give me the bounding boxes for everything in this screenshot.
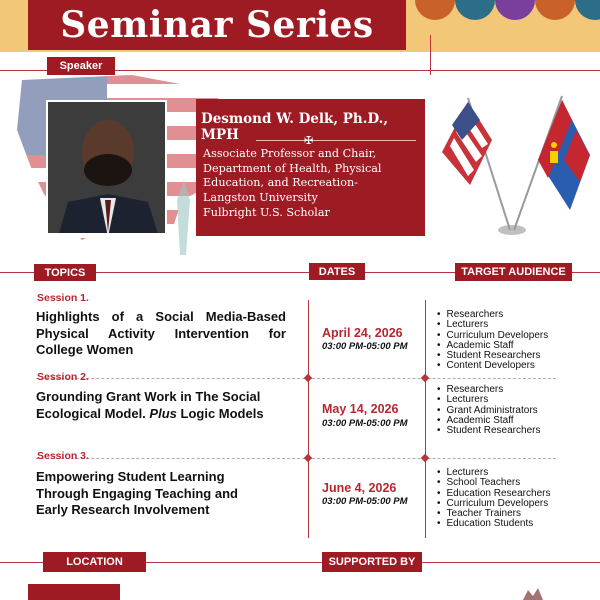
speaker-label-text: Speaker (59, 60, 103, 72)
session-1-audience-list (437, 310, 548, 372)
session-separator (36, 378, 556, 379)
pattern-shape (455, 0, 495, 20)
title-line: College Women (36, 342, 134, 357)
target-audience-label (455, 263, 572, 281)
title-fragment-italic: Plus (149, 405, 177, 421)
list-item: • Lecturers (437, 468, 550, 478)
list-item: • Researchers (437, 385, 540, 395)
us-flag-icon (442, 102, 492, 185)
session-2-title (36, 389, 296, 422)
affiliation-line: Fulbright U.S. Scholar (203, 205, 330, 219)
supported-by-label-text: SUPPORTED BY (328, 556, 416, 568)
location-label (43, 552, 146, 572)
session-1-date: April 24, 2026 (322, 326, 403, 340)
list-item: • Researchers (437, 310, 548, 320)
title-line: Grounding Grant Work in The Social (36, 389, 261, 404)
crossed-flags-graphic (430, 90, 595, 240)
title-fragment: Logic Models (180, 405, 264, 421)
list-item: • School Teachers (437, 478, 550, 488)
session-3-title (36, 469, 296, 519)
mongolia-flag-icon (538, 100, 590, 210)
separator-diamond (304, 454, 312, 462)
affiliation-line: Department of Health, Physical (203, 161, 382, 175)
title-line (36, 406, 296, 423)
location-label-text: LOCATION (66, 556, 123, 568)
list-item: • Academic Staff (437, 341, 548, 351)
pattern-shape (535, 0, 575, 20)
affiliation-line: Education, and Recreation- (203, 176, 358, 190)
dates-label-text: DATES (318, 265, 356, 278)
topics-label-text: TOPICS (44, 266, 86, 279)
list-item: • Lecturers (437, 320, 548, 330)
dates-label (309, 263, 365, 280)
session-1-label: Session 1. (37, 292, 89, 304)
list-item: • Academic Staff (437, 416, 540, 426)
title-line: Empowering Student Learning (36, 469, 225, 484)
separator-diamond (421, 374, 429, 382)
session-3-time: 03:00 PM-05:00 PM (322, 496, 408, 507)
speaker-photo (46, 100, 167, 235)
location-content-box (28, 584, 120, 600)
list-item: • Education Researchers (437, 489, 550, 499)
affiliation-line: Associate Professor and Chair, (203, 147, 377, 160)
sponsor-logo-partial (518, 586, 548, 600)
title-line: Early Research Involvement (36, 502, 210, 517)
topics-label (34, 264, 96, 281)
divider-line (256, 140, 416, 141)
list-item: • Curriculum Developers (437, 499, 550, 509)
speaker-card (196, 99, 425, 236)
list-item: • Content Developers (437, 361, 548, 371)
speaker-portrait (48, 102, 167, 235)
session-1-time: 03:00 PM-05:00 PM (322, 341, 408, 352)
ornament-icon: ✠ (304, 134, 314, 147)
list-item: • Teacher Trainers (437, 509, 550, 519)
pattern-shape (495, 0, 535, 20)
session-2-date: May 14, 2026 (322, 402, 399, 416)
list-item: • Student Researchers (437, 426, 540, 436)
list-item: • Grant Administrators (437, 406, 540, 416)
speaker-affiliation (203, 147, 382, 221)
audience-label-text: TARGET AUDIENCE (461, 266, 566, 278)
pattern-shape (575, 0, 600, 20)
page-title: Seminar Series (60, 4, 374, 46)
supported-by-label (322, 552, 422, 572)
list-item: • Education Students (437, 519, 550, 529)
pattern-shape (415, 0, 455, 20)
session-2-time: 03:00 PM-05:00 PM (322, 418, 408, 429)
title-fragment: Ecological Model. (36, 405, 146, 421)
dates-divider (308, 300, 309, 538)
session-separator (36, 458, 556, 459)
session-3-label: Session 3. (37, 450, 89, 462)
title-line: Highlights of a Social Media-Based (36, 309, 286, 324)
separator-diamond (421, 454, 429, 462)
divider-line (430, 35, 431, 75)
speaker-name: Desmond W. Delk, Ph.D., MPH (201, 111, 389, 143)
title-banner (28, 0, 406, 50)
session-2-label: Session 2. (37, 371, 89, 383)
title-line: Through Engaging Teaching and (36, 485, 238, 501)
separator-diamond (304, 374, 312, 382)
session-2-audience-list (437, 385, 540, 436)
title-line: Physical Activity Intervention for (36, 325, 286, 341)
session-3-audience-list (437, 468, 550, 530)
list-item: • Lecturers (437, 395, 540, 405)
list-item: • Curriculum Developers (437, 331, 548, 341)
session-3-date: June 4, 2026 (322, 481, 397, 495)
audience-divider (425, 300, 426, 538)
session-1-title (36, 309, 286, 359)
affiliation-line: Langston University (203, 191, 318, 205)
list-item: • Student Researchers (437, 351, 548, 361)
